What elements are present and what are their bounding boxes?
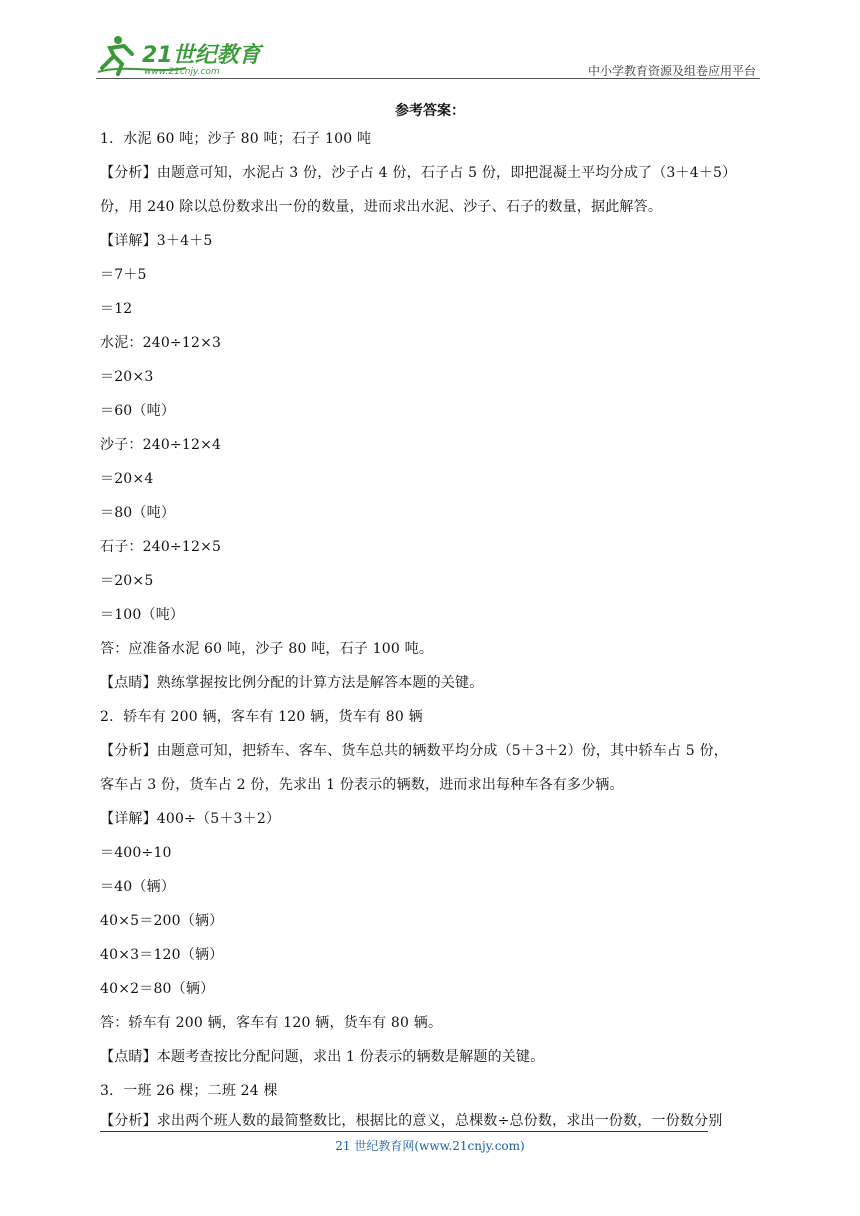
answer-line: 40×5＝200（辆） [100,913,224,929]
answer-line: 1．水泥 60 吨；沙子 80 吨；石子 100 吨 [100,131,372,147]
footer-link[interactable]: 21 世纪教育网(www.21cnjy.com) [335,1139,525,1153]
answer-line: 【详解】400÷（5＋3＋2） [100,811,281,827]
answer-line: 【详解】3＋4＋5 [100,233,213,249]
answer-line: ＝60（吨） [100,403,176,419]
header-divider [96,78,760,79]
answer-line: 沙子：240÷12×4 [100,437,222,453]
answer-line: ＝12 [100,301,133,317]
answer-line: ＝20×3 [100,369,154,385]
answer-line: ＝7＋5 [100,267,147,283]
platform-name: 中小学教育资源及组卷应用平台 [587,64,756,78]
footer-divider [100,1131,708,1132]
answer-line: ＝40（辆） [100,879,176,895]
answer-line: 【分析】由题意可知，水泥占 3 份，沙子占 4 份，石子占 5 份，即把混凝土平均分成了（3＋4＋5） [100,165,737,181]
logo-21cnjy [96,34,266,76]
answer-line: 答：轿车有 200 辆，客车有 120 辆，货车有 80 辆。 [100,1015,443,1031]
answer-line: ＝20×4 [100,471,154,487]
svg-text:21世纪教育: 21世纪教育 [142,43,261,68]
answer-line: 【分析】由题意可知，把轿车、客车、货车总共的辆数平均分成（5＋3＋2）份，其中轿车占 5 份， [100,743,728,759]
answer-line: 2．轿车有 200 辆，客车有 120 辆，货车有 80 辆 [100,709,423,725]
answer-line: 40×3＝120（辆） [100,947,224,963]
answer-line: 水泥：240÷12×3 [100,335,222,351]
answer-line: ＝100（吨） [100,607,185,623]
section-title: 参考答案： [395,103,465,119]
answer-line: 3．一班 26 棵；二班 24 棵 [100,1083,278,1099]
answer-line: ＝400÷10 [100,845,172,861]
answer-line: ＝80（吨） [100,505,176,521]
answer-line: 【分析】求出两个班人数的最简整数比，根据比的意义，总棵数÷总份数，求出一份数，一份数分别 [100,1113,723,1129]
answer-line: 【点睛】熟练掌握按比例分配的计算方法是解答本题的关键。 [100,675,484,691]
answer-line: 答：应准备水泥 60 吨，沙子 80 吨，石子 100 吨。 [100,641,434,657]
answer-line: 客车占 3 份，货车占 2 份，先求出 1 份表示的辆数，进而求出每种车各有多少辆。 [100,777,624,793]
page-header [96,30,760,78]
answer-line: 石子：240÷12×5 [100,539,222,555]
answer-line: ＝20×5 [100,573,154,589]
answer-line: 份，用 240 除以总份数求出一份的数量，进而求出水泥、沙子、石子的数量，据此解答。 [100,199,663,215]
answer-line: 40×2＝80（辆） [100,981,215,997]
svg-text:www.21cnjy.com: www.21cnjy.com [144,67,220,76]
answer-line: 【点睛】本题考查按比分配问题，求出 1 份表示的辆数是解题的关键。 [100,1049,545,1065]
